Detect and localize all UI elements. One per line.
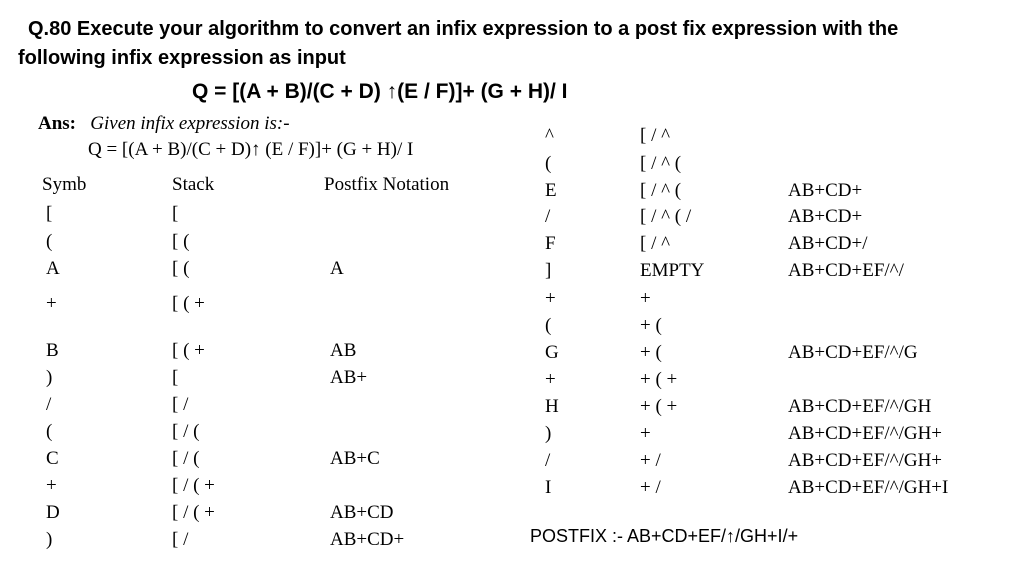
stack-cell: [ / ^ <box>640 125 671 146</box>
symbol-cell: D <box>46 502 60 523</box>
symbol-cell: + <box>46 475 57 496</box>
postfix-cell: AB+CD+/ <box>788 233 868 254</box>
postfix-cell: AB+CD+EF/^/GH+I <box>788 477 949 498</box>
postfix-cell: AB+CD+EF/^/GH <box>788 396 932 417</box>
postfix-cell: AB <box>330 340 357 361</box>
stack-cell: [ / ^ ( <box>640 180 682 201</box>
stack-cell: [ ( + <box>172 293 205 314</box>
stack-cell: [ / ( + <box>172 475 215 496</box>
stack-cell: + / <box>640 450 661 471</box>
symbol-cell: A <box>46 258 60 279</box>
postfix-cell: AB+CD <box>330 502 394 523</box>
symbol-cell: / <box>545 450 551 471</box>
stack-cell: [ <box>172 367 179 388</box>
symbol-cell: ] <box>545 260 552 281</box>
infix-expression: Q = [(A + B)/(C + D)↑ (E / F)]+ (G + H)/ I <box>88 139 414 160</box>
symbol-cell: I <box>545 477 552 498</box>
symbol-cell: G <box>545 342 559 363</box>
symbol-cell: ) <box>46 367 53 388</box>
postfix-cell: AB+CD+ <box>788 206 863 227</box>
postfix-cell: AB+CD+EF/^/G <box>788 342 918 363</box>
stack-cell: + / <box>640 477 661 498</box>
symbol-cell: ^ <box>545 125 554 146</box>
header-postfix: Postfix Notation <box>324 174 450 195</box>
symbol-cell: / <box>46 394 52 415</box>
postfix-cell: AB+CD+EF/^/ <box>788 260 904 281</box>
answer-label: Ans: <box>38 113 77 134</box>
postfix-cell: A <box>330 258 344 279</box>
postfix-cell: AB+CD+ <box>788 180 863 201</box>
symbol-cell: + <box>545 369 556 390</box>
symbol-cell: ( <box>46 421 53 442</box>
symbol-cell: B <box>46 340 59 361</box>
postfix-cell: AB+ <box>330 367 368 388</box>
stack-cell: [ ( <box>172 231 190 252</box>
postfix-result: POSTFIX :- AB+CD+EF/↑/GH+I/+ <box>530 526 799 546</box>
header-stack: Stack <box>172 174 215 195</box>
question-line-1: Q.80 Execute your algorithm to convert an infix expression to a post fix expression with the <box>28 18 899 40</box>
symbol-cell: ) <box>545 423 552 444</box>
stack-cell: [ <box>172 203 179 224</box>
postfix-cell: AB+CD+EF/^/GH+ <box>788 423 943 444</box>
symbol-cell: [ <box>46 203 53 224</box>
header-symb: Symb <box>42 174 87 195</box>
stack-cell: + <box>640 423 651 444</box>
symbol-cell: F <box>545 233 556 254</box>
symbol-cell: + <box>545 288 556 309</box>
stack-cell: [ ( + <box>172 340 205 361</box>
stack-cell: [ / ( + <box>172 502 215 523</box>
symbol-cell: E <box>545 180 557 201</box>
symbol-cell: ( <box>545 153 552 174</box>
stack-cell: [ / ^ ( <box>640 153 682 174</box>
postfix-cell: AB+CD+EF/^/GH+ <box>788 450 943 471</box>
stack-cell: EMPTY <box>640 260 705 281</box>
answer-intro-text: Given infix expression is:- <box>90 113 290 134</box>
answer-intro <box>38 113 290 135</box>
symbol-cell: H <box>545 396 559 417</box>
stack-cell: [ / ( <box>172 421 200 442</box>
symbol-cell: ( <box>545 315 552 336</box>
question-line-2: following infix expression as input <box>18 47 346 69</box>
stack-cell: + <box>640 288 651 309</box>
symbol-cell: + <box>46 293 57 314</box>
symbol-cell: ) <box>46 529 53 550</box>
stack-cell: + ( <box>640 315 662 336</box>
symbol-cell: / <box>545 206 551 227</box>
stack-cell: [ / ^ <box>640 233 671 254</box>
symbol-cell: ( <box>46 231 53 252</box>
stack-cell: [ / ( <box>172 448 200 469</box>
stack-cell: [ / ^ ( / <box>640 206 692 227</box>
stack-cell: [ / <box>172 394 189 415</box>
symbol-cell: C <box>46 448 59 469</box>
stack-cell: + ( + <box>640 369 678 390</box>
postfix-cell: AB+CD+ <box>330 529 405 550</box>
stack-cell: + ( <box>640 342 662 363</box>
stack-cell: [ ( <box>172 258 190 279</box>
stack-cell: [ / <box>172 529 189 550</box>
postfix-cell: AB+C <box>330 448 380 469</box>
stack-cell: + ( + <box>640 396 678 417</box>
question-expression: Q = [(A + B)/(C + D) ↑(E / F)]+ (G + H)/ I <box>192 80 568 103</box>
